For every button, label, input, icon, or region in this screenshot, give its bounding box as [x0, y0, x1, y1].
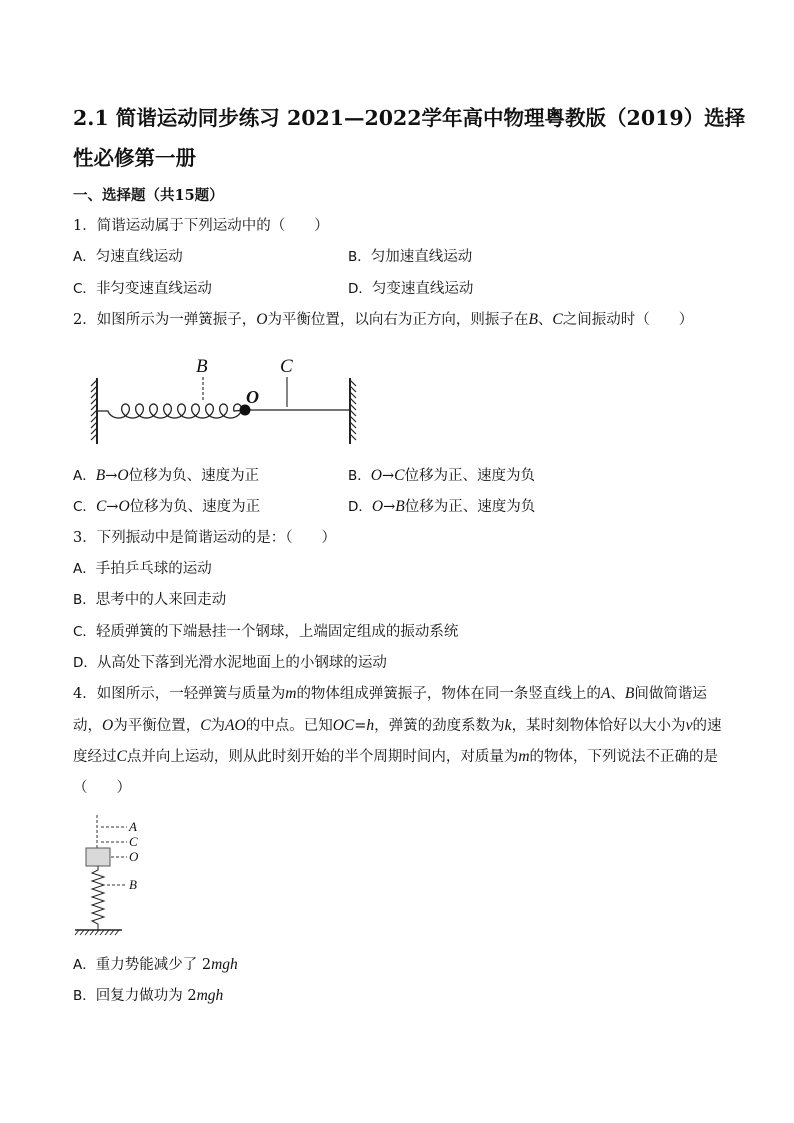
question-4-stem-line-3: 度经过C点并向上运动，则从此时刻开始的半个周期时间内，对质量为m的物体，下列说法不正确的是 — [73, 748, 719, 765]
math-variable: C — [552, 311, 563, 328]
question-1-option-b — [348, 247, 472, 267]
question-4-stem-line-2: 动，O为平衡位置，C为AO的中点。已知OC=h，弹簧的劲度系数为k，某时刻物体恰好以大小为v的速 — [73, 717, 722, 734]
math-variable: B — [528, 311, 538, 328]
math-variable: O — [117, 467, 129, 484]
math-variable: B — [95, 467, 106, 484]
question-3-stem: 3．下列振动中是简谐运动的是：（ ） — [73, 530, 336, 546]
option-text: 匀速直线运动 — [95, 249, 183, 265]
option-text: C→O位移为负、速度为正 — [95, 498, 261, 515]
question-2-option-d — [348, 497, 535, 517]
question-2-option-a — [73, 466, 259, 486]
option-text: O→B位移为正、速度为负 — [371, 498, 536, 515]
coil-spring — [97, 404, 245, 418]
option-label: C． — [73, 281, 96, 297]
math-variable: B — [624, 685, 635, 702]
math-variable: m — [518, 748, 530, 765]
option-text: 回复力做功为 2mgh — [95, 987, 224, 1004]
option-text: B→O位移为负、速度为正 — [95, 467, 260, 484]
math-variable: O — [370, 467, 382, 484]
label-b: B — [196, 356, 208, 377]
math-variable: B — [395, 498, 405, 515]
math-variable: h — [366, 717, 375, 734]
math-variable: m — [285, 685, 297, 702]
question-2-stem: 2．如图所示为一弹簧振子，O为平衡位置，以向右为正方向，则振子在B、C之间振动时（ ） — [73, 311, 694, 328]
math-variable: C — [116, 748, 127, 765]
title-line-2: 性必修第一册 — [73, 146, 196, 170]
option-label: B． — [73, 592, 96, 608]
label-b: B — [129, 877, 137, 892]
question-4-stem-line-4: （ ） — [73, 780, 131, 796]
math-variable: A — [600, 685, 611, 702]
question-1-option-a — [73, 247, 183, 267]
option-text: 轻质弹簧的下端悬挂一个钢球，上端固定组成的振动系统 — [95, 624, 459, 640]
question-3-option-c — [73, 622, 458, 642]
option-label: C． — [73, 624, 96, 640]
option-label: B． — [348, 249, 371, 265]
option-label: C． — [73, 499, 96, 515]
question-2-option-c — [73, 497, 260, 517]
math-variable: O — [118, 498, 130, 515]
label-a: A — [129, 819, 137, 834]
option-text: 匀变速直线运动 — [371, 281, 474, 297]
label-c: C — [280, 356, 293, 377]
question-3-option-b — [73, 590, 226, 610]
math-variable: O — [371, 498, 384, 515]
option-label: A． — [73, 249, 96, 265]
math-variable: O — [256, 311, 268, 328]
math-variable: k — [504, 717, 512, 734]
option-label: D． — [348, 281, 372, 297]
question-4-option-b — [73, 986, 223, 1006]
option-label: A． — [73, 468, 96, 484]
label-o: O — [246, 387, 259, 407]
option-text: 非匀变速直线运动 — [95, 281, 212, 297]
question-1-option-d — [348, 279, 473, 299]
math-variable: OC — [332, 717, 355, 734]
math-variable: mgh — [196, 987, 224, 1004]
question-1-stem: 1．简谐运动属于下列运动中的（ ） — [73, 218, 329, 234]
mass-block — [86, 848, 110, 866]
option-label: B． — [73, 988, 96, 1004]
option-label: D． — [73, 655, 97, 671]
option-text: 从高处下落到光滑水泥地面上的小钢球的运动 — [96, 655, 387, 671]
math-variable: C — [200, 717, 211, 734]
math-variable: AO — [225, 717, 246, 734]
section-heading: 一、选择题（共15题） — [73, 187, 224, 204]
option-label: D． — [348, 499, 372, 515]
option-label: B． — [348, 468, 371, 484]
math-variable: v — [685, 717, 693, 734]
label-o: O — [129, 849, 139, 864]
math-variable: O — [102, 717, 114, 734]
vertical-spring-oscillator-figure — [70, 810, 150, 940]
question-4-option-a — [73, 955, 238, 975]
option-label: A． — [73, 957, 96, 973]
option-text: 匀加速直线运动 — [370, 249, 473, 265]
option-text: 思考中的人来回走动 — [95, 592, 227, 608]
math-variable: mgh — [211, 956, 238, 973]
question-4-stem-line-1: 4．如图所示，一轻弹簧与质量为m的物体组成弹簧振子，物体在同一条竖直线上的A、B间做简谐运 — [73, 685, 707, 702]
option-text: 手拍乒乓球的运动 — [95, 561, 212, 577]
question-3-option-d — [73, 653, 387, 673]
question-3-option-a — [73, 559, 212, 579]
label-c: C — [129, 834, 138, 849]
zigzag-spring — [92, 866, 104, 930]
horizontal-spring-oscillator-figure — [70, 340, 370, 455]
question-2-option-b — [348, 466, 535, 486]
option-label: A． — [73, 561, 96, 577]
option-text: O→C位移为正、速度为负 — [370, 467, 535, 484]
option-text: 重力势能减少了 2mgh — [95, 956, 238, 973]
title-line-1: 2.1 简谐运动同步练习 2021—2022学年高中物理粤教版（2019）选择 — [73, 106, 746, 130]
question-1-option-c — [73, 279, 212, 299]
math-variable: C — [394, 467, 405, 484]
math-variable: C — [95, 498, 107, 515]
